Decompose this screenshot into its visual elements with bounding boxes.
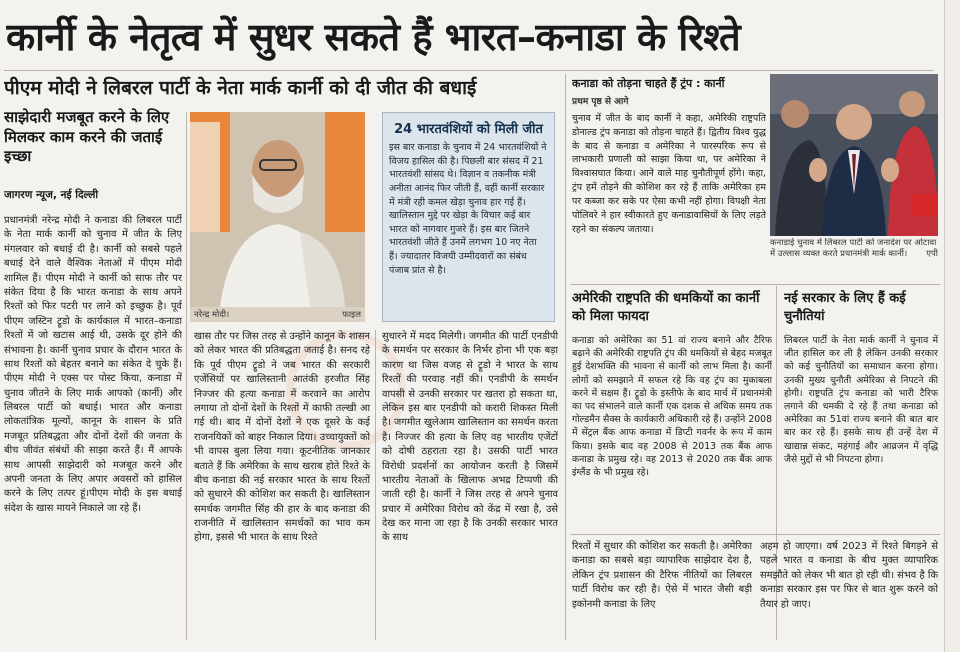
trump-article-continuation: प्रथम पृष्ठ से आगे: [572, 97, 629, 107]
section-rule: [570, 534, 940, 535]
box-text: इस बार कनाडा के चुनाव में 24 भारतवंशियों ने विजय हासिल की है। पिछली बार संसद में 21 भारतवंशी सांसद थे। विज्ञान व तकनीक मंत्री अनीता आनंद फिर जीती हैं, वहीं कार्नी सरकार में मंत्री रही कमल खेड़ा चुनाव हार गई हैं। खालिस्तान मुद्दे पर खेड़ा के विचार कई बार भारत को नागवार गुजरे हैं। इस बार जितने भारतवंशी जीते हैं उनमें लगभग 10 नए नेता हैं। ज्यादातर विजयी उम्मीदवारों का संबंध पंजाब प्रांत से है।: [389, 142, 547, 276]
column-2-text: खास तौर पर जिस तरह से उन्होंने कानून के शासन को लेकर भारत की प्रतिबद्धता जताई है। सनद रहे कि पूर्व पीएम ट्रूडो ने जब भारत की सरकारी एजेंसियों पर खालिस्तानी आतंकी हरजीत सिंह निज्जर की हत्या कनाडा में करवाने का आरोप लगाया तो दोनों देशों के रिश्तों में काफी तल्खी आ गई थी। बाद में दोनों देशों ने एक दूसरे के कई राजनयिकों को बाहर निकाल दिया। उच्चायुक्तों को भी वापस बुला लिया गया। कूटनीतिक जानकार बताते हैं कि अमेरिका के साथ खराब होते रिश्ते के बीच कनाडा की नई सरकार भारत के साथ रिश्तों को सुधारने की कोशिश कर सकती है। खालिस्तान समर्थक जगमीत सिंह की हार के बाद कनाडा की राजनीति में खालिस्तान समर्थकों का भाव कम होगा, इससे भी भारत के साथ रिश्ते: [194, 331, 370, 544]
modi-photo-credit: फाइल: [342, 310, 361, 320]
modi-photo-caption: नरेन्द्र मोदी।: [194, 310, 230, 320]
box-title: 24 भारतवंशियों को मिली जीत: [394, 122, 543, 137]
column-3-text: सुधारने में मदद मिलेगी। जगमीत की पार्टी एनडीपी के समर्थन पर सरकार के निर्भर होना भी एक बड़ा कारण था जिस वजह से ट्रूडो ने भारत के साथ रिश्तों की परवाह नहीं की। एनडीपी के समर्थन वापसी से उनकी सरकार पर खतरा हो सकता था, लेकिन इस बार एनडीपी को करारी शिकस्त मिली है। जगमीत खुलेआम खालिस्तान का समर्थन करता है। निज्जर की हत्या के लिए वह भारतीय एजेंटों को दोषी ठहराता रहा है। उसकी पार्टी भारत विरोधी प्रदर्शनों का आयोजन करती है जिसमें भारतीय नेताओं के खिलाफ अभद्र टिप्पणी की जाती रही है। कार्नी ने जिस तरह से अपने चुनाव प्रचार में अमेरिका विरोध को केंद्र में रखा है, उसे देख कर माना जा रहा है कि उनकी सरकार भारत के साथ: [382, 331, 558, 544]
adjacent-page-edge: [944, 0, 960, 652]
headline: कार्नी के नेतृत्व में सुधर सकते हैं भारत–कनाडा के रिश्ते: [6, 15, 741, 59]
indian-diaspora-box: [382, 112, 555, 322]
new-govt-headline: नई सरकार के लिए हैं कई चुनौतियां: [784, 291, 906, 324]
deck: साझेदारी मजबूत करने के लिए मिलकर काम करने की जताई इच्छा: [4, 108, 170, 165]
column-rule: [186, 112, 187, 640]
byline: जागरण न्यूज, नई दिल्ली: [4, 189, 99, 201]
headline-rule: [4, 70, 934, 71]
sub-headline: पीएम मोदी ने लिबरल पार्टी के नेता मार्क कार्नी को दी जीत की बधाई: [4, 77, 477, 99]
trump-article-headline: कनाडा को तोड़ना चाहते हैं ट्रंप : कार्नी: [572, 77, 725, 90]
us-threat-text: कनाडा को अमेरिका का 51 वां राज्य बनाने और टैरिफ बढ़ाने की अमेरिकी राष्ट्रपति ट्रंप की धमकियों से बेहद मजबूत हुई देशभक्ति की भावना से कार्नी को लाभ मिला है। कार्नी लोगों को समझाने में सफल रहे कि वह ट्रंप का मुकाबला करने में सक्षम हैं। ट्रूडो के इस्तीफे के बाद मार्च में प्रधानमंत्री का पद संभालने वाले कार्नी एक दशक से अधिक समय तक गोल्डमैन सैक्स के कार्यकारी अधिकारी रहे हैं। उन्होंने 2008 में सेंट्रल बैंक आफ कनाडा में डिप्टी गवर्नर के रूप में काम किया। इसके बाद वह 2008 से 2013 तक बैंक आफ कनाडा के प्रमुख रहे। वह 2013 से 2020 तक बैंक आफ इंग्लैंड के भी प्रमुख रहे।: [572, 335, 772, 478]
carney-photo-graphic: [770, 74, 938, 236]
column-rule: [565, 74, 566, 640]
trump-article-text: चुनाव में जीत के बाद कार्नी ने कहा, अमेरिकी राष्ट्रपति डोनाल्ड ट्रंप कनाडा को तोड़ना चाहते हैं। द्वितीय विश्व युद्ध के बाद से कनाडा व अमेरिका ने पारस्परिक रूप से लाभकारी प्रणाली को साझा किया था, पर अमेरिका ने विश्वासघात किया। आने वाले माह चुनौतीपूर्ण होंगे। कहा, ट्रंप हमें तोड़ने की कोशिश कर रहे हैं ताकि अमेरिका हम पर कब्जा कर सके पर ऐसा कभी नहीं होगा। विपक्षी नेता पोलिवरे ने हार स्वीकारते हुए कनाडावासियों के लिए लड़ते रहने का संकल्प जताया।: [572, 113, 766, 235]
carney-photo-caption: [770, 238, 938, 278]
column-1-text: प्रधानमंत्री नरेन्द्र मोदी ने कनाडा की लिबरल पार्टी के नेता मार्क कार्नी को चुनाव में जीत के लिए मंगलवार को बधाई दी है। कार्नी को सबसे पहले बधाई देने वाले वैश्विक नेताओं में पीएम मोदी शामिल हैं। पीएम मोदी ने कार्नी को साफ तौर पर संकेत दिया है कि भारत कनाडा के साथ अपने रिश्तों को फिर पटरी पर लाने को इच्छुक है। पूर्व पीएम जस्टिन ट्रूडो के कार्यकाल में भारत–कनाडा रिश्तों में जो खटास आई थी, उसके दूर होने की संभावना है। कार्नी चुनाव प्रचार के दौरान भारत के साथ रिश्तों को बेहतर बनाने का संकेत दे चुके हैं। पीएम मोदी ने एक्स पर पोस्ट किया, कनाडा में चुनाव जीतने के लिए मार्क आपको (कार्नी) और लिबरल पार्टी को बधाई। भारत और कनाडा लोकतांत्रिक मूल्यों, कानून के शासन के प्रति मजबूत प्रतिबद्धता और दोनों देशों की जनता के बीच जीवंत संबंधों की साझा करते हैं। मैं आपके साथ आपसी साझेदारी को मजबूत करने और अपनी जनता के लिए अपार अवसरों को हासिल करने के लिए तत्पर हूं।पीएम मोदी के इस बधाई संदेश के खास मायने निकाले जा रहे हैं।: [4, 215, 182, 514]
new-govt-text: लिबरल पार्टी के नेता मार्क कार्नी ने चुनाव में जीत हासिल कर ली है लेकिन उनकी सरकार को कई चुनौतियों का समाधान करना होगा। उनकी मुख्य चुनौती अमेरिका से निपटने की होगी। राष्ट्रपति ट्रंप कनाडा को भारी टैरिफ लगाने की धमकी दे रहे हैं तथा कनाडा को अमेरिका का 51वां राज्य बनाने की बात बार बार कर रहे हैं। इसके साथ ही उन्हें देश में खाद्यान्न संकट, महंगाई और आव्रजन में वृद्धि जैसे मुद्दों से भी निपटना होगा।: [784, 335, 938, 465]
us-threat-headline: अमेरिकी राष्ट्रपति की धमकियों का कार्नी को मिला फायदा: [572, 291, 760, 324]
modi-photo-graphic: [190, 112, 365, 307]
modi-photo: [190, 112, 365, 322]
carney-photo-caption-text: कनाडाई चुनाव में लिबरल पार्टी को जनादेश पर ओटावा में उल्लास व्यक्त करते प्रधानमंत्री मार्क कार्नी।: [770, 238, 937, 260]
relations-continued-text: रिश्तों में सुधार की कोशिश कर सकती है। अमेरिका कनाडा का सबसे बड़ा व्यापारिक साझेदार देश है, लेकिन ट्रंप प्रशासन की टैरिफ नीतियों का लिबरल पार्टी विरोध कर रही है। ऐसे में भारत जैसी बड़ी इकोनमी कनाडा के लिए: [572, 541, 752, 610]
trade-continued-text: अहम हो जाएगा। वर्ष 2023 में रिश्ते बिगड़ने से पहले भारत व कनाडा के बीच मुक्त व्यापारिक समझौते को लेकर भी बात हो रही थी। संभव है कि कनाडा सरकार इस पर फिर से बात शुरू करने को तैयार हो जाए।: [760, 541, 938, 610]
carney-photo-credit: एपी: [926, 249, 938, 260]
section-rule: [570, 284, 940, 285]
carney-photo: [770, 74, 938, 236]
